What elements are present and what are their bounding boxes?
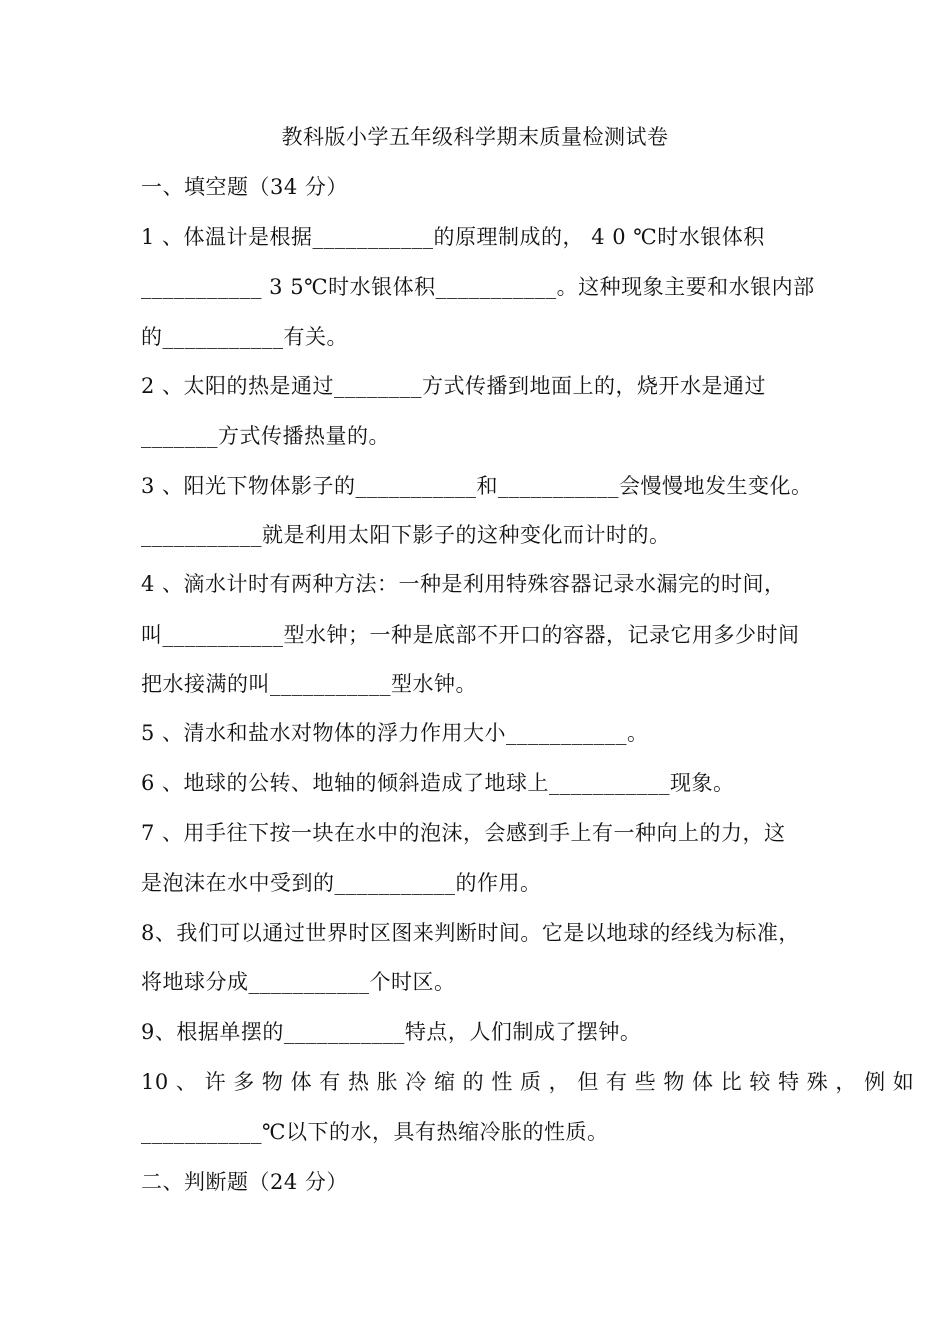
text-line: 3 、阳光下物体影子的___________和___________会慢慢地发生变化。 — [141, 474, 813, 498]
text-line: 9、根据单摆的___________特点，人们制成了摆钟。 — [141, 1020, 642, 1044]
text-line: 6 、地球的公转、地轴的倾斜造成了地球上___________现象。 — [141, 771, 735, 795]
page-title: 教科版小学五年级科学期末质量检测试卷 — [281, 125, 669, 149]
text-line: 一、填空题（34 分） — [141, 175, 348, 199]
text-line: 7 、用手往下按一块在水中的泡沫，会感到手上有一种向上的力，这 — [141, 821, 786, 845]
text-line: 是泡沫在水中受到的___________的作用。 — [141, 871, 542, 895]
text-line: _______方式传播热量的。 — [141, 424, 390, 448]
text-line: 1 、体温计是根据___________的原理制成的， 4 0 ℃时水银体积 — [141, 225, 765, 249]
text-line: 叫___________型水钟；一种是底部不开口的容器，记录它用多少时间 — [141, 623, 800, 647]
text-line: 的___________有关。 — [141, 325, 348, 349]
text-line: 8、我们可以通过世界时区图来判断时间。它是以地球的经线为标准， — [141, 921, 800, 945]
text-line: 4 、滴水计时有两种方法：一种是利用特殊容器记录水漏完的时间， — [141, 572, 786, 596]
text-line: 5 、清水和盐水对物体的浮力作用大小___________。 — [141, 721, 649, 745]
text-line: ___________ 3 5℃时水银体积___________。这种现象主要和水银内部 — [141, 275, 815, 299]
text-line: 将地球分成___________个时区。 — [141, 970, 456, 994]
text-line: 10 、 许 多 物 体 有 热 胀 冷 缩 的 性 质 ， 但 有 些 物 体 比 较 特 殊 ， 例 如 — [141, 1070, 915, 1094]
text-line: 把水接满的叫___________型水钟。 — [141, 672, 477, 696]
text-line: 2 、太阳的热是通过________方式传播到地面上的，烧开水是通过 — [141, 374, 767, 398]
text-line: ___________℃以下的水，具有热缩冷胀的性质。 — [141, 1120, 609, 1144]
text-line: ___________就是利用太阳下影子的这种变化而计时的。 — [141, 523, 671, 547]
text-line: 二、判断题（24 分） — [141, 1170, 348, 1194]
